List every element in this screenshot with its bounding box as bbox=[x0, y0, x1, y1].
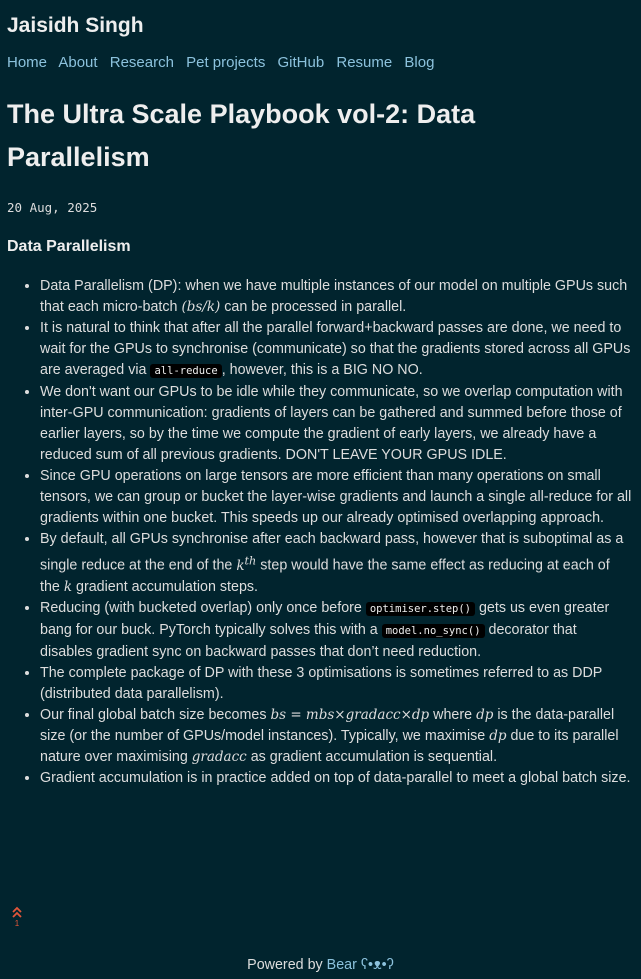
bullet-text: is the data-parallel size (or the number of GPUs/model instances). Typically, we maximise bbox=[40, 706, 615, 744]
upvote-button[interactable] bbox=[9, 906, 25, 928]
list-item bbox=[40, 705, 632, 768]
bullet-text: step would have the same effect as reducing at each of the bbox=[40, 557, 610, 595]
bullet-list bbox=[0, 276, 632, 789]
upvote-count: 1 bbox=[14, 919, 20, 928]
section-heading: Data Parallelism bbox=[7, 238, 131, 255]
bullet-text: Data Parallelism (DP): when we have multiple instances of our model on multiple GPUs such that each micro-batch bbox=[40, 278, 628, 315]
footer-prefix: Powered by bbox=[247, 957, 327, 973]
math-inline: (bs/k) bbox=[181, 299, 221, 315]
nav-research-link[interactable]: Research bbox=[109, 54, 174, 71]
list-item bbox=[40, 598, 632, 663]
list-item bbox=[40, 318, 632, 382]
nav-home-link[interactable]: Home bbox=[7, 54, 48, 71]
site-title[interactable]: Jaisidh Singh bbox=[7, 14, 144, 37]
bullet-text: as gradient accumulation is sequential. bbox=[246, 748, 498, 765]
nav-about-link[interactable]: About bbox=[58, 54, 98, 71]
bullet-text: Since GPU operations on large tensors are more efficient than many operations on small tensors, we can group or bucket the layer-wise gradients and launch a single all-reduce for all gradients within one bucket. This speeds up our already optimised overlapping approach. bbox=[40, 468, 632, 526]
math-inline bbox=[236, 554, 257, 574]
nav-resume-link[interactable]: Resume bbox=[336, 54, 393, 71]
math-superscript: th bbox=[244, 554, 257, 567]
bullet-text: gradient accumulation steps. bbox=[72, 578, 259, 595]
bullet-text: can be processed in parallel. bbox=[220, 299, 407, 315]
bullet-text: Our final global batch size becomes bbox=[40, 706, 271, 723]
math-inline: k bbox=[63, 578, 73, 595]
bullet-text: By default, all GPUs synchronise after each backward pass, however that is suboptimal as a single reduce at the end of the bbox=[40, 531, 624, 574]
site-footer bbox=[0, 955, 641, 975]
bullet-text: , however, this is a BIG NO NO. bbox=[221, 362, 423, 378]
bullet-text: Reducing (with bucketed overlap) only once before bbox=[40, 599, 366, 616]
double-chevron-up-icon bbox=[11, 906, 23, 919]
bullet-text: where bbox=[429, 706, 477, 723]
inline-code: all-reduce bbox=[150, 364, 221, 378]
inline-code: model.no_sync() bbox=[382, 624, 485, 638]
top-nav bbox=[7, 53, 442, 73]
post-date: 20 Aug, 2025 bbox=[7, 200, 98, 215]
post-title: The Ultra Scale Playbook vol-2: Data Parallelism bbox=[7, 99, 476, 172]
bullet-text: It is natural to think that after all the parallel forward+backward passes are done, we need to wait for the GPUs to synchronise (communicate) so that the gradients stored across all GPUs are averaged via bbox=[40, 320, 631, 378]
bullet-text: decorator that disables gradient sync on backward passes that don’t need reduction. bbox=[40, 621, 577, 660]
nav-pet-projects-link[interactable]: Pet projects bbox=[186, 54, 266, 71]
list-item bbox=[40, 382, 632, 466]
math-inline: gradacc bbox=[191, 748, 247, 765]
list-item bbox=[40, 663, 632, 705]
list-item bbox=[40, 466, 632, 529]
bullet-text: gets us even greater bang for our buck. PyTorch typically solves this with a bbox=[40, 599, 610, 638]
list-item bbox=[40, 529, 632, 598]
footer-bear-link[interactable]: Bear ʕ•ᴥ•ʔ bbox=[326, 957, 394, 973]
nav-github-link[interactable]: GitHub bbox=[277, 54, 325, 71]
bullet-text: Gradient accumulation is in practice added on top of data-parallel to meet a global batch size. bbox=[40, 769, 631, 786]
math-k: k bbox=[236, 557, 245, 574]
nav-blog-link[interactable]: Blog bbox=[404, 54, 435, 71]
list-item bbox=[40, 768, 632, 789]
bullet-text: due to its parallel nature over maximising bbox=[40, 727, 619, 765]
math-inline: bs = mbs×gradacc×dp bbox=[270, 706, 430, 723]
bullet-text: The complete package of DP with these 3 optimisations is sometimes referred to as DDP (distributed data parallelism). bbox=[40, 664, 603, 702]
math-inline: dp bbox=[476, 706, 494, 723]
math-inline: dp bbox=[489, 727, 507, 744]
bullet-text: We don't want our GPUs to be idle while they communicate, so we overlap computation with inter-GPU communication: gradients of layers can be gathered and summed before those of earlier layers, so by the time we compute the gradient of early layers, we already have a reduced sum of all previous gradients. DON'T LEAVE YOUR GPUS IDLE. bbox=[40, 384, 623, 463]
list-item bbox=[40, 276, 632, 318]
inline-code: optimiser.step() bbox=[366, 602, 475, 616]
